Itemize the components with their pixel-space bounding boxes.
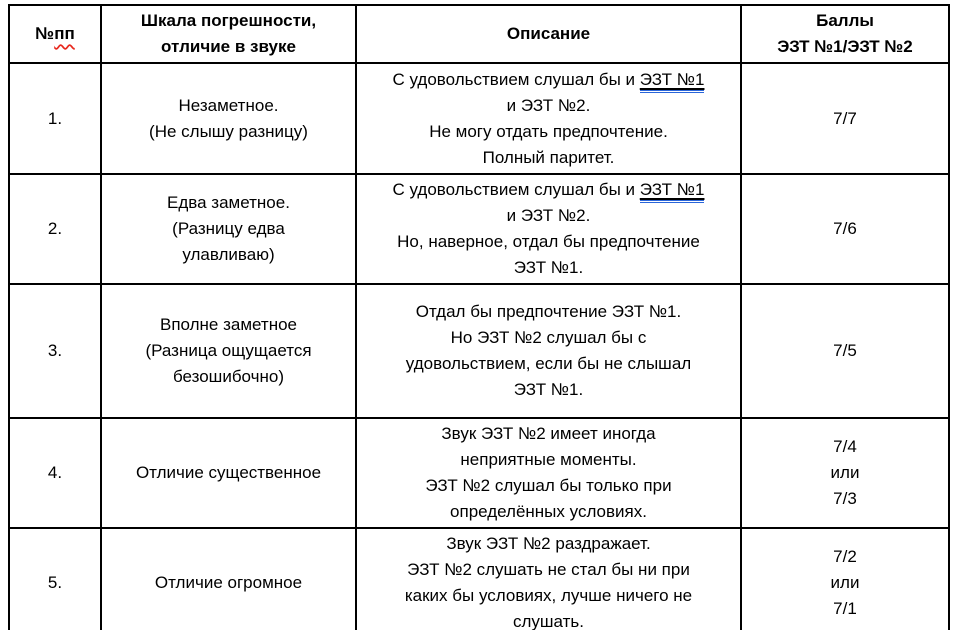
text-line: [363, 531, 734, 557]
score-line: 7/5: [833, 341, 857, 360]
table-row: [9, 418, 949, 528]
text-line: Баллы: [816, 11, 874, 30]
text-run: каких бы условиях, лучше ничего не: [404, 586, 693, 605]
text-run: ЭЗТ №2 слушал бы только при: [425, 476, 672, 495]
text-run: С удовольствием слушал бы и: [392, 180, 640, 199]
text-run: Не могу отдать предпочтение.: [429, 121, 668, 141]
score-cell: [741, 284, 949, 418]
description-cell: [356, 528, 741, 630]
text-line: [363, 499, 734, 525]
score-line: 7/6: [833, 219, 857, 238]
scale-cell: [101, 284, 356, 418]
row-number-cell: 2.: [9, 174, 101, 284]
score-cell: [741, 528, 949, 630]
text-run: С удовольствием слушал бы и: [392, 69, 640, 89]
text-run: удовольствием, если бы не слышал: [405, 354, 692, 373]
row-number-cell: 4.: [9, 418, 101, 528]
text-run: ЭЗТ №1.: [513, 258, 584, 277]
header-num-prefix: №: [35, 24, 55, 43]
text-line: [363, 229, 734, 255]
text-line: [363, 93, 734, 119]
score-cell: [741, 174, 949, 284]
score-cell: [741, 63, 949, 174]
row-number-cell: 3.: [9, 284, 101, 418]
text-run: Но, наверное, отдал бы предпочтение: [397, 232, 700, 251]
header-num: [9, 5, 101, 63]
text-run: слушать.: [512, 612, 584, 630]
row-number-cell: 1.: [9, 63, 101, 174]
header-row: [9, 5, 949, 63]
text-line: ЭЗТ №1/ЭЗТ №2: [777, 37, 913, 56]
text-line: улавливаю): [182, 245, 275, 264]
text-line: [363, 325, 734, 351]
text-line: (Разницу едва: [172, 219, 285, 238]
score-line: 7/1: [833, 599, 857, 618]
text-line: [363, 473, 734, 499]
text-line: [363, 255, 734, 281]
text-line: [363, 145, 734, 171]
text-run: и ЭЗТ №2.: [506, 95, 591, 115]
scale-cell: [101, 418, 356, 528]
score-line: или: [830, 573, 860, 592]
text-line: Шкала погрешности,: [140, 11, 317, 30]
text-run: Но ЭЗТ №2 слушал бы с: [450, 328, 647, 347]
score-line: 7/4: [833, 437, 857, 456]
text-run: неприятные моменты.: [460, 450, 637, 469]
text-line: безошибочно): [173, 367, 284, 386]
score-line: 7/3: [833, 489, 857, 508]
text-line: [363, 421, 734, 447]
row-number-cell: 5.: [9, 528, 101, 630]
header-scale: [101, 5, 356, 63]
rating-table: [8, 4, 950, 630]
text-line: Отличие огромное: [154, 573, 303, 592]
text-line: Отличие существенное: [135, 463, 322, 482]
score-line: 7/2: [833, 547, 857, 566]
text-line: Едва заметное.: [167, 193, 290, 212]
text-run: Звук ЭЗТ №2 раздражает.: [446, 534, 651, 553]
table-header: [9, 5, 949, 63]
description-cell: [356, 284, 741, 418]
text-line: [363, 177, 734, 203]
text-run: ЭЗТ №1.: [513, 380, 584, 399]
scale-cell: [101, 174, 356, 284]
table-body: [9, 63, 949, 630]
text-line: [363, 583, 734, 609]
text-line: Незаметное.: [178, 95, 279, 115]
text-line: [363, 299, 734, 325]
text-run: и ЭЗТ №2.: [506, 206, 591, 225]
text-line: (Разница ощущается: [145, 341, 312, 360]
text-line: Вполне заметное: [159, 315, 298, 334]
text-run: определённых условиях.: [450, 502, 647, 521]
description-cell: [356, 174, 741, 284]
text-line: отличие в звуке: [161, 37, 296, 56]
score-line: 7/7: [833, 108, 857, 128]
table-row: [9, 174, 949, 284]
underlined-term: ЭЗТ №1: [640, 180, 705, 203]
text-line: [363, 119, 734, 145]
text-run: Отдал бы предпочтение ЭЗТ №1.: [415, 302, 682, 321]
text-line: [363, 67, 734, 93]
text-line: [363, 203, 734, 229]
header-num-misspelled-word: пп: [54, 24, 75, 43]
header-score: [741, 5, 949, 63]
text-run: Полный паритет.: [482, 147, 615, 167]
scale-cell: [101, 528, 356, 630]
table-row: [9, 63, 949, 174]
description-cell: [356, 63, 741, 174]
score-line: или: [830, 463, 860, 482]
text-run: Звук ЭЗТ №2 имеет иногда: [441, 424, 656, 443]
table-row: [9, 284, 949, 418]
text-line: [363, 447, 734, 473]
text-line: [363, 351, 734, 377]
header-description: Описание: [356, 5, 741, 63]
score-cell: [741, 418, 949, 528]
underlined-term: ЭЗТ №1: [640, 70, 705, 93]
text-line: [363, 609, 734, 630]
text-run: ЭЗТ №2 слушать не стал бы ни при: [407, 560, 690, 579]
text-line: (Не слышу разницу): [149, 121, 308, 141]
text-line: [363, 377, 734, 403]
scale-cell: [101, 63, 356, 174]
text-line: [363, 557, 734, 583]
table-row: [9, 528, 949, 630]
description-cell: [356, 418, 741, 528]
